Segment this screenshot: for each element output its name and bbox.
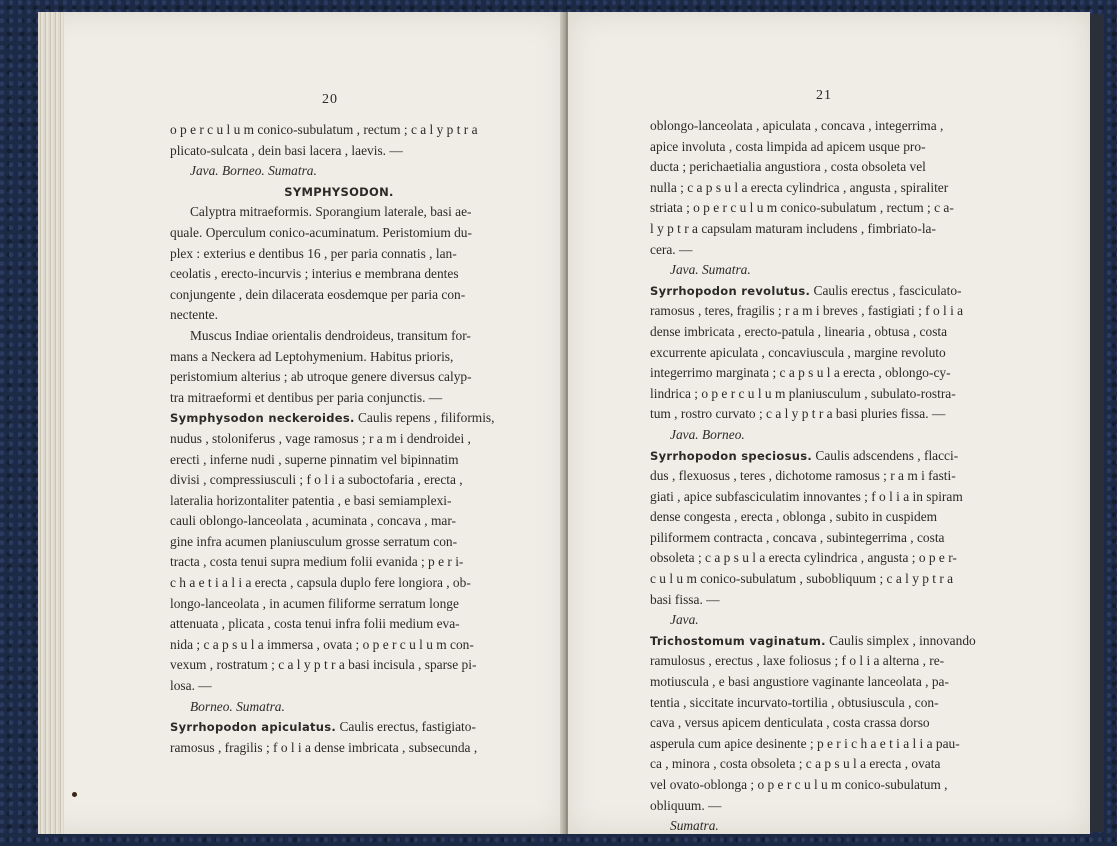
text-line: Java. <box>670 612 699 628</box>
text-line: mans a Neckera ad Leptohymenium. Habitus prioris, <box>170 348 454 364</box>
text-line: Trichostomum vaginatum. Caulis simplex , innovando <box>650 632 976 648</box>
text-line: SYMPHYSODON. <box>284 184 394 199</box>
text-line: excurrente apiculata , concaviuscula , margine revoluto <box>650 344 946 360</box>
text-line: c u l u m conico-subulatum , subobliquum ; c a l y p t r a <box>650 571 954 587</box>
text-line: Syrrhopodon revolutus. Caulis erectus , fasciculato- <box>650 282 962 298</box>
text-line: plicato-sulcata , dein basi lacera , laevis. — <box>170 142 403 158</box>
text-line: o p e r c u l u m conico-subulatum , rectum ; c a l y p t r a <box>170 122 478 137</box>
text-line: nida ; c a p s u l a immersa , ovata ; o p e r c u l u m con- <box>170 636 474 652</box>
cover-edge <box>1090 14 1104 832</box>
text-line: ducta ; perichaetialia angustiora , costa obsoleta vel <box>650 159 926 175</box>
text-line: piliformem contracta , concava , subintegerrima , costa <box>650 529 945 545</box>
text-line: dense congesta , erecta , oblonga , subito in cuspidem <box>650 509 938 525</box>
text-line: cauli oblongo-lanceolata , acuminata , concava , mar- <box>170 513 457 529</box>
text-line: Sumatra. <box>670 818 719 834</box>
text-line: oblongo-lanceolata , apiculata , concava , integerrima , <box>650 118 944 133</box>
text-line: Muscus Indiae orientalis dendroideus, transitum for- <box>190 327 471 343</box>
text-line: ramosus , teres, fragilis ; r a m i breves , fastigiati ; f o l i a <box>650 303 964 319</box>
text-line: basi fissa. — <box>650 591 720 607</box>
page-number-right: 21 <box>816 88 832 103</box>
right-page <box>568 12 1090 834</box>
text-line: Calyptra mitraeformis. Sporangium laterale, basi ae- <box>190 204 472 220</box>
text-line: dense imbricata , erecto-patula , linearia , obtusa , costa <box>650 323 948 339</box>
text-line: integerrimo marginata ; c a p s u l a erecta , oblongo-cy- <box>650 365 951 381</box>
text-line: striata ; o p e r c u l u m conico-subulatum , rectum ; c a- <box>650 200 954 216</box>
text-line: apice involuta , costa limpida ad apicem usque pro- <box>650 138 926 154</box>
text-line: tracta , costa tenui supra medium folii evanida ; p e r i- <box>170 554 464 570</box>
text-line: Syrrhopodon apiculatus. Caulis erectus, fastigiato- <box>170 719 476 735</box>
left-page <box>38 12 566 834</box>
text-line: ramulosus , erectus , laxe foliosus ; f o l i a alterna , re- <box>650 653 945 669</box>
text-line: quale. Operculum conico-acuminatum. Peristomium du- <box>170 224 472 240</box>
text-line: lateralia horizontaliter patentia , e basi semiamplexi- <box>170 492 452 508</box>
text-line: plex : exterius e dentibus 16 , per paria connatis , lan- <box>170 245 457 261</box>
species-name: Syrrhopodon apiculatus. <box>170 720 337 735</box>
text-line: divisi , compressiusculi ; f o l i a suboctofaria , erecta , <box>170 472 463 488</box>
text-line: tentia , siccitate incurvato-tortilia , obtusiuscula , con- <box>650 694 939 710</box>
text-line: nulla ; c a p s u l a erecta cylindrica , angusta , spiraliter <box>650 179 949 195</box>
text-line: nudus , stoloniferus , vage ramosus ; r a m i dendroidei , <box>170 430 471 446</box>
text-line: losa. — <box>170 678 212 694</box>
text-line: l y p t r a capsulam maturam includens , fimbriato-la- <box>650 220 936 236</box>
text-line: conjungente , dein dilacerata eosdemque per paria con- <box>170 286 466 302</box>
text-line: motiuscula , e basi angustiore vaginante lanceolata , pa- <box>650 674 949 690</box>
text-line: Syrrhopodon speciosus. Caulis adscendens , flacci- <box>650 447 959 463</box>
page-number-left: 20 <box>322 92 338 107</box>
species-name: Trichostomum vaginatum. <box>650 633 826 648</box>
text-line: vel ovato-oblonga ; o p e r c u l u m conico-subulatum , <box>650 777 948 792</box>
text-line: giati , apice subfasciculatim innovantes ; f o l i a in spiram <box>650 488 963 504</box>
text-line: obliquum. — <box>650 797 722 813</box>
text-line: cava , versus apicem denticulata , costa crassa dorso <box>650 715 930 731</box>
text-line: tra mitraeformi et dentibus per paria conjunctis. — <box>170 389 443 405</box>
right-page-text <box>650 116 996 837</box>
text-line: Java. Borneo. <box>670 426 745 442</box>
text-line: erecti , inferne nudi , superne pinnatim vel bipinnatim <box>170 451 459 467</box>
species-name: Syrrhopodon revolutus. <box>650 283 811 298</box>
text-line: ca , minora , costa obsoleta ; c a p s u l a erecta , ovata <box>650 756 941 772</box>
text-line: asperula cum apice desinente ; p e r i c h a e t i a l i a pau- <box>650 735 960 751</box>
text-line: cera. — <box>650 241 693 257</box>
text-line: obsoleta ; c a p s u l a erecta cylindrica , angusta ; o p e r- <box>650 550 957 566</box>
text-line: peristomium alterius ; ab utroque genere diversus calyp- <box>170 369 472 385</box>
text-line: lindrica ; o p e r c u l u m planiusculum , subulato-rostra- <box>650 385 956 401</box>
species-name: Syrrhopodon speciosus. <box>650 448 813 463</box>
text-line: c h a e t i a l i a erecta , capsula duplo fere longiora , ob- <box>170 575 471 591</box>
text-line: ceolatis , erecto-incurvis ; interius e membrana dentes <box>170 266 459 282</box>
page-edges <box>38 12 64 834</box>
text-line: Borneo. Sumatra. <box>190 698 285 714</box>
text-line: vexum , rostratum ; c a l y p t r a basi incisula , sparse pi- <box>170 657 477 673</box>
text-line: Symphysodon neckeroides. Caulis repens , filiformis, <box>170 410 495 426</box>
text-line: ramosus , fragilis ; f o l i a dense imbricata , subsecunda , <box>170 739 478 755</box>
left-page-text <box>170 120 508 758</box>
text-line: nectente. <box>170 307 218 323</box>
open-book <box>20 12 1110 836</box>
text-line: Java. Borneo. Sumatra. <box>190 163 317 179</box>
text-line: attenuata , plicata , costa tenui infra folii medium eva- <box>170 616 460 632</box>
text-line: dus , flexuosus , teres , dichotome ramosus ; r a m i fasti- <box>650 468 956 484</box>
ink-spot <box>72 792 77 797</box>
text-line: Java. Sumatra. <box>670 262 751 278</box>
text-line: tum , rostro curvato ; c a l y p t r a basi pluries fissa. — <box>650 406 946 422</box>
text-line: longo-lanceolata , in acumen filiforme serratum longe <box>170 595 459 611</box>
text-line: gine infra acumen planiusculum grosse serratum con- <box>170 533 458 549</box>
species-name: Symphysodon neckeroides. <box>170 411 355 426</box>
